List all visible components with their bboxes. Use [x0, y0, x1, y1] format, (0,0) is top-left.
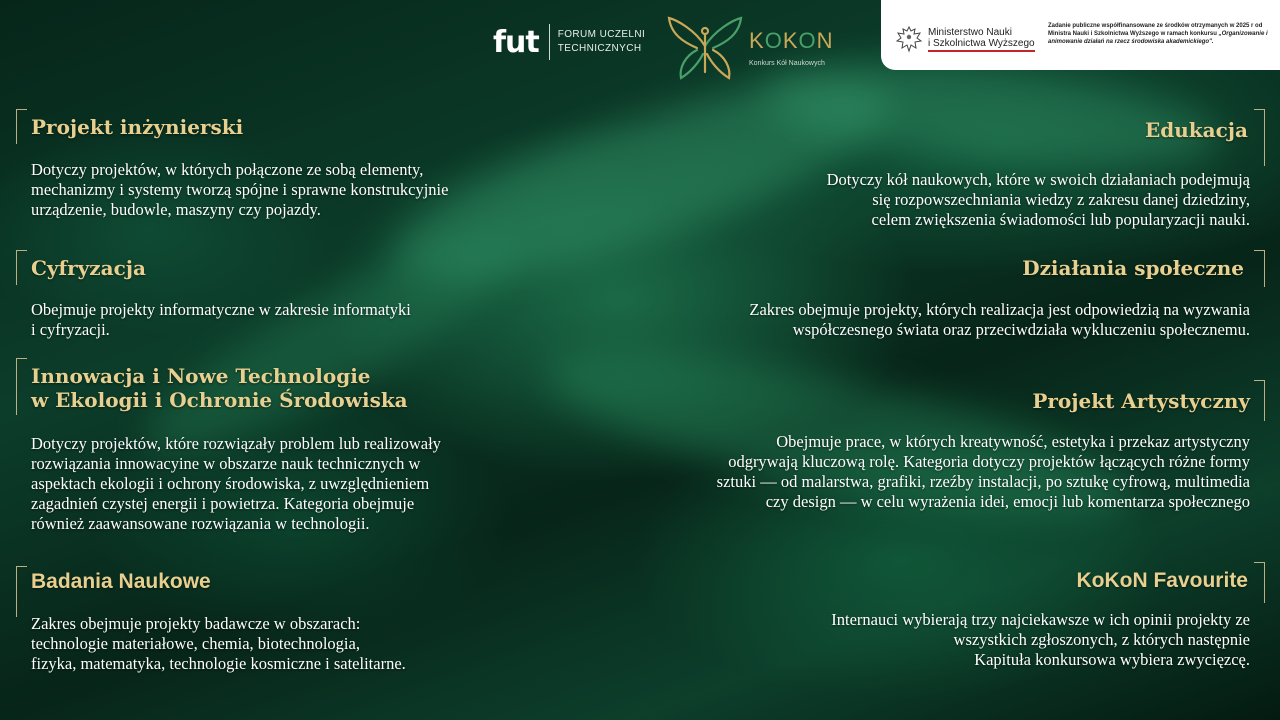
category-title: Edukacja: [1145, 118, 1248, 142]
category-title: Projekt inżynierski: [31, 115, 244, 139]
heading-bracket: [16, 358, 27, 415]
ministry-funding-note: [1048, 23, 1278, 46]
category-description: Dotyczy projektów, które rozwiązały problem lub realizowały rozwiązania innowacyine w obszarze nauk technicznych w aspektach ekologii i ochrony środowiska, z uwzględnieniem zagadnień czystej energii i powietrza. Kategoria obejmuje również zaawansowane rozwiązania w technologii.: [31, 434, 441, 533]
kokon-title: [749, 28, 834, 54]
kokon-letter: O: [764, 27, 783, 53]
butterfly-icon: [667, 12, 743, 82]
fut-logo: [493, 24, 645, 60]
category-description: Dotyczy projektów, w których połączone ze sobą elementy, mechanizmy i systemy tworzą spójne i sprawne konstrukcyjnie urządzenie, budowle, maszyny czy pojazdy.: [31, 160, 449, 219]
fut-logo-divider: [549, 24, 550, 60]
category-title: Działania społeczne: [1022, 256, 1244, 280]
kokon-subtitle: Konkurs Kół Naukowych: [749, 59, 825, 67]
heading-bracket: [16, 109, 27, 144]
kokon-logo: [667, 12, 834, 82]
category-description: Obejmuje projekty informatyczne w zakresie informatyki i cyfryzacji.: [31, 300, 411, 339]
category-description: Internauci wybierają trzy najciekawsze w ich opinii projekty ze wszystkich zgłoszonych, z których następnie Kapituła konkursowa wybiera zwycięzcę.: [831, 610, 1250, 669]
category-title: KoKoN Favourite: [1076, 569, 1248, 592]
heading-bracket: [1254, 109, 1265, 166]
category-description: Zakres obejmuje projekty badawcze w obszarach: technologie materiałowe, chemia, biotechnologia, fizyka, matematyka, technologie kosmiczne i satelitarne.: [31, 614, 406, 673]
category-title: Cyfryzacja: [31, 256, 146, 280]
kokon-letter: K: [749, 27, 765, 53]
ministry-note-text: Zadanie publiczne współfinansowane ze środków otrzymanych w 2025 r od Ministra Nauki i Szkolnictwa Wyższego w ramach konkursu: [1048, 23, 1263, 37]
ministry-banner: [881, 0, 1280, 70]
category-description: Zakres obejmuje projekty, których realizacja jest odpowiedzią na wyzwania współczesnego świata oraz przeciwdziała wykluczeniu społecznemu.: [749, 300, 1250, 339]
ministry-underline: [928, 50, 1035, 52]
eagle-emblem-icon: [895, 24, 923, 54]
heading-bracket: [1254, 250, 1265, 287]
category-title: Projekt Artystyczny: [1032, 389, 1250, 413]
category-title: Badania Naukowe: [31, 570, 211, 593]
kokon-letter: O: [798, 27, 817, 53]
kokon-letter: K: [782, 27, 799, 53]
fut-logo-text: FORUM UCZELNI TECHNICZNYCH: [557, 29, 646, 54]
heading-bracket: [1254, 562, 1265, 603]
heading-bracket: [16, 566, 27, 617]
heading-bracket: [16, 250, 27, 285]
category-title: Innowacja i Nowe Technologie w Ekologii i Ochronie Środowiska: [31, 364, 408, 412]
ministry-note-italic: „Organizowanie i animowanie działań na rzecz środowiska akademickiego".: [1048, 30, 1268, 45]
heading-bracket: [1254, 380, 1265, 421]
category-description: Obejmuje prace, w których kreatywność, estetyka i przekaz artystyczny odgrywają kluczową rolę. Kategoria dotyczy projektów łączących różne formy sztuki — od malarstwa, grafiki, rzeźby instalacji, po sztukę cyfrową, multimedia czy design — w celu wyrażenia idei, emocji lub komentarza społecznego: [716, 432, 1250, 511]
kokon-letter: N: [816, 27, 834, 53]
ministry-name: Ministerstwo Nauki i Szkolnictwa Wyższego: [928, 27, 1035, 49]
category-description: Dotyczy kół naukowych, które w swoich działaniach podejmują się rozpowszechniania wiedzy z zakresu danej dziedziny, celem zwiększenia świadomości lub popularyzacji nauki.: [826, 170, 1250, 229]
fut-logo-mark: fut: [493, 24, 539, 60]
